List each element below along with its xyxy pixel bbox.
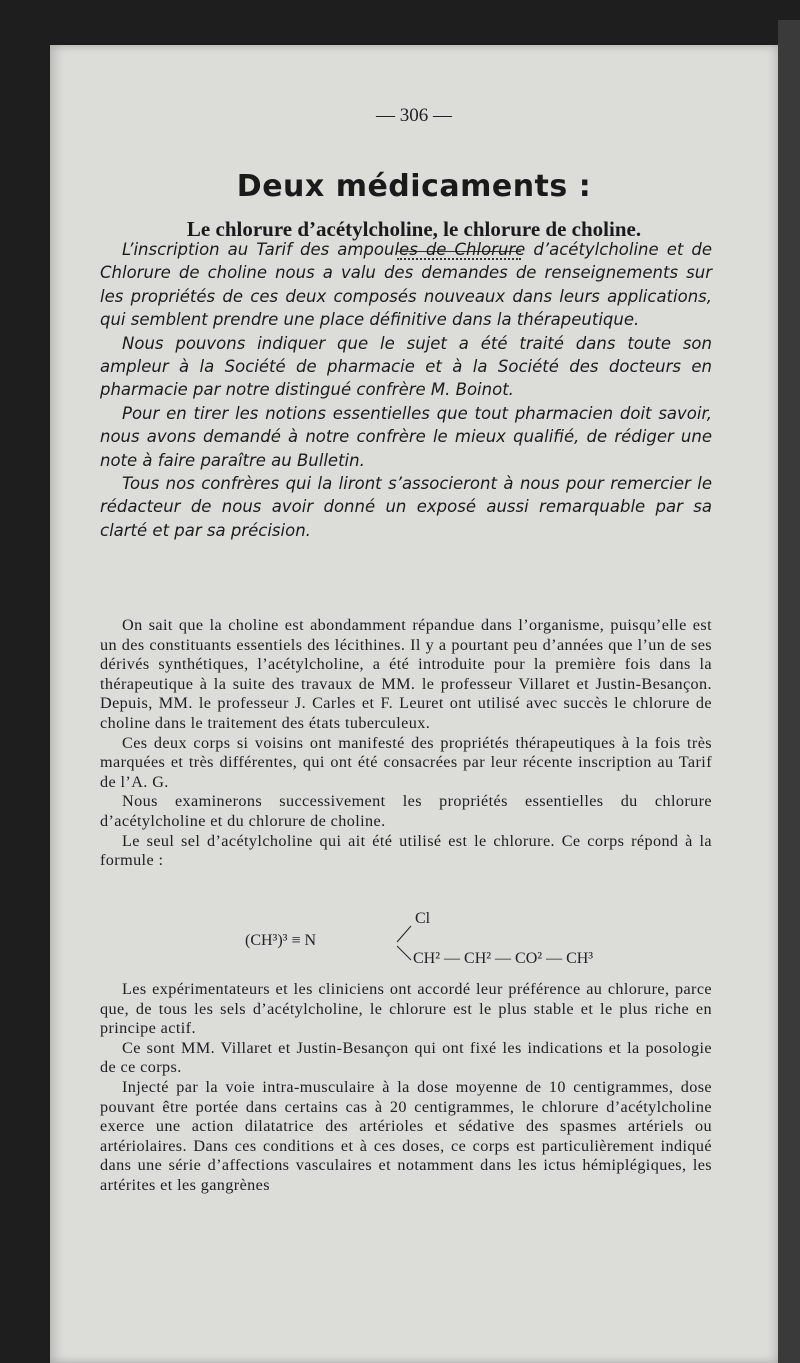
article-subtitle: Le chlorure d’acétylcholine, le chlorure de choline. <box>186 217 642 241</box>
formula-chlorine: Cl <box>415 910 431 927</box>
body-paragraph: Les expérimentateurs et les cliniciens ont accordé leur préférence au chlorure, parce que, de tous les sels d’acétylcholine, le chlorure est le plus stable et le plus riche en principe actif. <box>100 980 712 1038</box>
body-paragraph: Injecté par la voie intra-musculaire à la dose moyenne de 10 centigrammes, dose pouvant être portée dans certains cas à 20 centigrammes, le chlorure d’acétylcholine exerce une action dilatatrice des artérioles et sédative des spasmes artériels ou artériolaires. Dans ces conditions et à ces doses, ce corps est particulièrement indiqué dans une série d’affections vasculaires et notamment dans les ictus hémiplégiques, les artérites et les gangrènes <box>100 1077 712 1194</box>
intro-paragraph: Nous pouvons indiquer que le sujet a été traité dans toute son ampleur à la Société de pharmacie et à la Société des docteurs en pharmacie par notre distingué confrère M. Boinot. <box>100 333 712 400</box>
intro-paragraph: L’inscription au Tarif des ampoules de Chlorure d’acétylcholine et de Chlorure de choline nous a valu des demandes de renseignements sur les propriétés de ces deux composés nouveaux dans leurs applications, qui semblent prendre une place définitive dans la thérapeutique. <box>100 240 712 330</box>
body-section-continued <box>100 980 712 1196</box>
page-edge-shadow <box>778 20 800 1363</box>
chemical-formula <box>245 910 665 970</box>
body-section <box>100 616 712 871</box>
page-number: — 306 — <box>376 105 452 126</box>
article-title: Deux médicaments : <box>236 169 592 204</box>
body-paragraph: On sait que la choline est abondamment répandue dans l’organisme, puisqu’elle est un des constituants essentiels des lécithines. Il y a pourtant peu d’années que l’un de ses dérivés synthétiques, l’acétylcholine, a été introduite pour la première fois dans la thérapeutique à la suite des travaux de MM. le professeur Villaret et Justin-Besançon. Depuis, MM. le professeur J. Carles et F. Leuret ont utilisé avec succès le chlorure de choline dans le traitement des états tuberculeux. <box>100 616 712 732</box>
formula-bond-lines <box>395 916 415 966</box>
intro-paragraph: Tous nos confrères qui la liront s’associeront à nous pour remercier le rédacteur de nous avoir donné un exposé aussi remarquable par sa clarté et par sa précision. <box>100 474 712 540</box>
body-paragraph: Le seul sel d’acétylcholine qui ait été utilisé est le chlorure. Ce corps répond à la formule : <box>100 831 712 870</box>
formula-trimethylamine: (CH³)³ ≡ N <box>245 932 317 949</box>
body-paragraph: Ces deux corps si voisins ont manifesté des propriétés thérapeutiques à la fois très marquées et très différentes, qui ont été consacrées par leur récente inscription au Tarif de l’A. G. <box>100 733 712 791</box>
body-paragraph: Ce sont MM. Villaret et Justin-Besançon qui ont fixé les indications et la posologie de ce corps. <box>100 1038 712 1077</box>
body-paragraph: Nous examinerons successivement les propriétés essentielles du chlorure d’acétylcholine et du chlorure de choline. <box>100 792 712 830</box>
intro-paragraph: Pour en tirer les notions essentielles que tout pharmacien doit savoir, nous avons demandé à notre confrère le mieux qualifié, de rédiger une note à faire paraître au Bulletin. <box>100 403 712 470</box>
intro-section <box>100 238 712 542</box>
formula-chain: CH² — CH² — CO² — CH³ <box>413 950 594 967</box>
